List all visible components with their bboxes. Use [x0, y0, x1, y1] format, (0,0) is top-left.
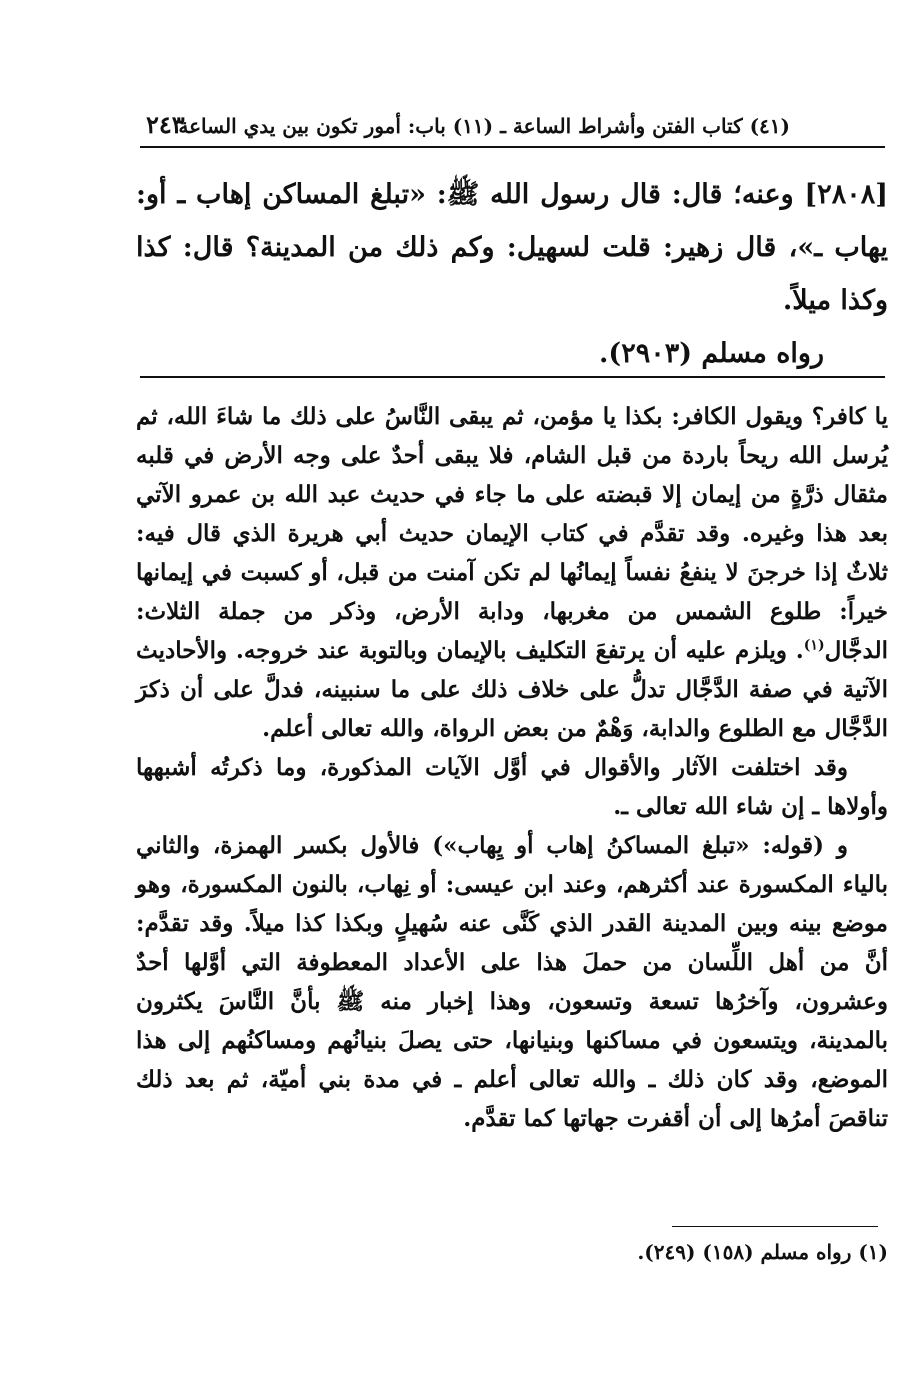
commentary-text-1b: . ويلزم عليه أن يرتفعَ التكليف بالإيمان وبالتوبة عند خروجه. والأحاديث الآتية في صفة الدَّجَّال تدلُّ على خلاف ذلك على ما سنبينه، فدلَّ على أن ذكرَ الدَّجَّال مع الطلوع والدابة، وَهْمٌ من بعض الرواة، والله تعالى أعلم.: [136, 637, 888, 742]
footnote-rule: [672, 1226, 878, 1227]
section-divider: [140, 376, 885, 378]
footnote: [136, 1237, 888, 1267]
page-number: ٢٤٣: [146, 110, 185, 139]
running-title: (٤١) كتاب الفتن وأشراط الساعة ـ (١١) باب: أمور تكون بين يدي الساعة: [178, 114, 790, 138]
commentary-paragraph-2: وقد اختلفت الآثار والأقوال في أوَّل الآيات المذكورة، وما ذكرتُه أشبهها وأولاها ـ إن شاء الله تعالى ـ.: [136, 754, 888, 820]
commentary-text-1a: يا كافر؟ ويقول الكافر: بكذا يا مؤمن، ثم يبقى النَّاسُ على ذلك ما شاءَ الله، ثم يُرسل الله ريحاً باردة من قبل الشام، فلا يبقى أحدٌ على وجه الأرض في قلبه مثقال ذرَّةٍ من إيمان إلا قبضته على ما جاء في حديث عبد الله بن عمرو الآتي بعد هذا وغيره. وقد تقدَّم في كتاب الإيمان حديث أبي هريرة الذي قال فيه: ثلاثٌ إذا خرجنَ لا ينفعُ نفساً إيمانُها لم تكن آمنت من قبل، أو كسبت في إيمانها خيراً: طلوع الشمس من مغربها، ودابة الأرض، وذكر من جملة الثلاث: الدجَّال: [136, 403, 888, 664]
page-header: [140, 110, 885, 144]
hadith-source: رواه مسلم (٢٩٠٣).: [599, 338, 824, 369]
footnote-marker: (١): [803, 637, 825, 654]
footnote-text: (١) رواه مسلم (١٥٨) (٢٤٩).: [637, 1240, 888, 1264]
hadith-text: [٢٨٠٨] وعنه؛ قال: قال رسول الله ﷺ: «تبلغ المساكن إهاب ـ أو: يهاب ـ»، قال زهير: قلت لسهيل: وكم ذلك من المدينة؟ قال: كذا وكذا ميلاً.: [136, 179, 888, 316]
commentary-paragraph-3: و (قوله: «تبلغ المساكنُ إهاب أو يِهاب») فالأول بكسر الهمزة، والثاني بالياء المكسورة عند أكثرهم، وعند ابن عيسى: أو نِهاب، بالنون المكسورة، وهو موضع بينه وبين المدينة القدر الذي كَنَّى عنه سُهيلٍ وبكذا كذا ميلاً. وقد تقدَّم: أنَّ من أهل اللِّسان من حملَ هذا على الأعداد المعطوفة التي أوَّلها أحدٌ وعشرون، وآخرُها تسعة وتسعون، وهذا إخبار منه ﷺ بأنَّ النَّاسَ يكثرون بالمدينة، ويتسعون في مساكنها وبنيانها، حتى يصلَ بنيانُهم ومساكنُهم إلى هذا الموضع، وقد كان ذلك ـ والله تعالى أعلم ـ في مدة بني أميّة، ثم بعد ذلك تناقصَ أمرُها إلى أن أقفرت جهاتها كما تقدَّم.: [136, 832, 888, 1132]
header-rule: [140, 146, 885, 148]
commentary-block: [136, 397, 888, 1138]
commentary-paragraph-1: [136, 397, 888, 748]
hadith-block: [136, 168, 888, 380]
